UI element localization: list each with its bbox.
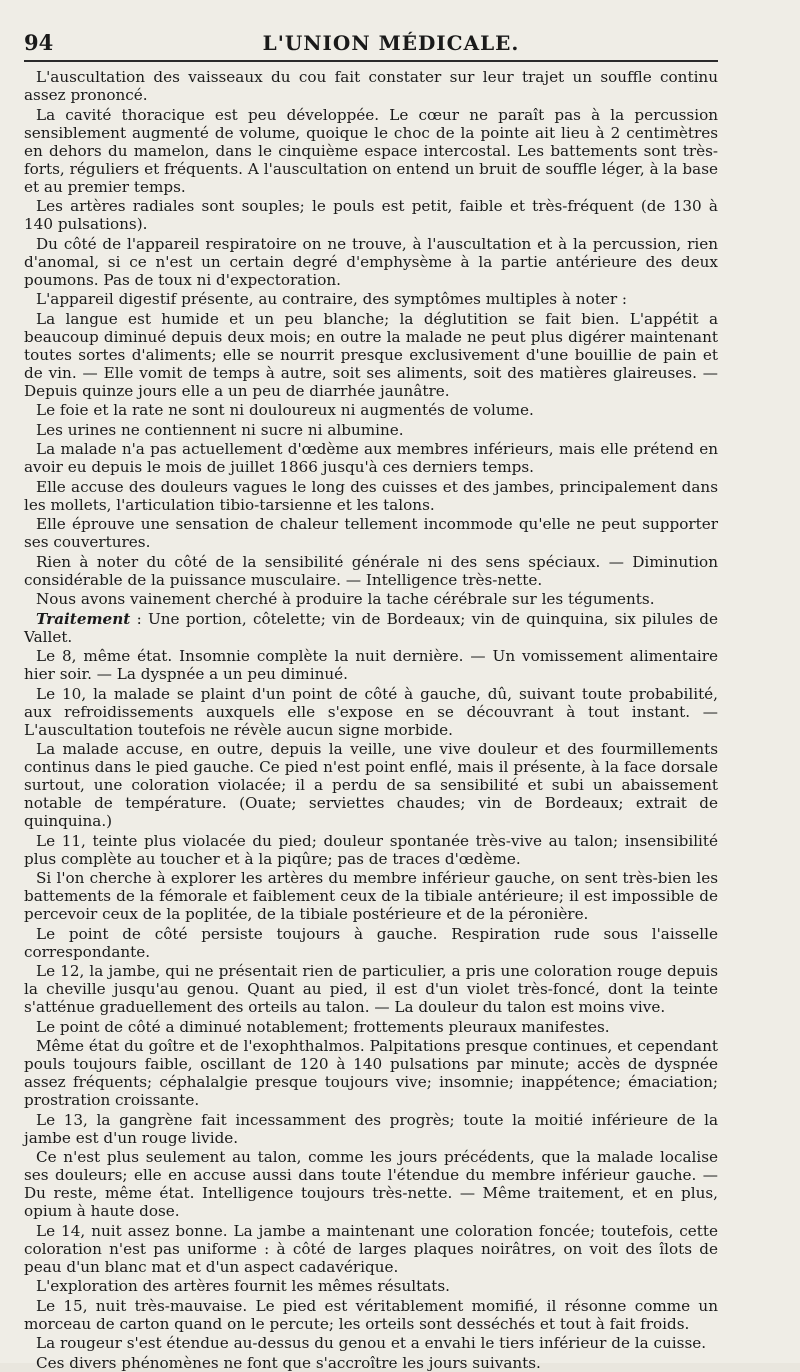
- treatment-text: : Une portion, côtelette; vin de Bordeaux; vin de quinquina, six pilules de Vallet.: [24, 609, 718, 646]
- paragraph: Le point de côté persiste toujours à gauche. Respiration rude sous l'aisselle correspondante.: [24, 924, 718, 961]
- paragraph: Le foie et la rate ne sont ni douloureux ni augmentés de volume.: [36, 401, 534, 419]
- journal-title: L'UNION MÉDICALE.: [262, 31, 520, 55]
- paragraph: Le 10, la malade se plaint d'un point de côté à gauche, dû, suivant toute probabilité, aux refroidissements auxquels elle s'expose en se découvrant à tout instant. — L'auscultation toutefois ne révèle aucun signe morbide.: [24, 684, 718, 739]
- paragraph: Le 14, nuit assez bonne. La jambe a maintenant une coloration foncée; toutefois, cette coloration n'est pas uniforme : à côté de larges plaques noirâtres, on voit des îlots de peau d'un blanc mat et d'un aspect cadavérique.: [24, 1221, 718, 1276]
- paragraph: Ces divers phénomènes ne font que s'accroître les jours suivants.: [36, 1353, 541, 1372]
- paragraph: Nous avons vainement cherché à produire la tache cérébrale sur les téguments.: [36, 590, 655, 608]
- paragraph: La rougeur s'est étendue au-dessus du genou et a envahi le tiers inférieur de la cuisse.: [36, 1334, 707, 1352]
- paragraph: L'appareil digestif présente, au contraire, des symptômes multiples à noter :: [36, 290, 628, 308]
- paragraph: Le 12, la jambe, qui ne présentait rien de particulier, a pris une coloration rouge depuis la cheville jusqu'au genou. Quant au pied, il est d'un violet très-foncé, dont la teinte s'atténue graduellement des orteils au talon. — La douleur du talon est moins vive.: [24, 962, 718, 1016]
- treatment-paragraph: [24, 610, 718, 646]
- body-text: [24, 68, 718, 1372]
- paragraph: Le 11, teinte plus violacée du pied; douleur spontanée très-vive au talon; insensibilité plus complète au toucher et à la piqûre; pas de traces d'œdème.: [24, 831, 718, 868]
- paragraph: Le 8, même état. Insomnie complète la nuit dernière. — Un vomissement alimentaire hier soir. — La dyspnée a un peu diminué.: [24, 647, 718, 683]
- treatment-label: Traitement: [36, 609, 131, 628]
- paragraph: Rien à noter du côté de la sensibilité générale ni des sens spéciaux. — Diminution considérable de la puissance musculaire. — Intelligence très-nette.: [24, 552, 718, 589]
- page-number: 94: [24, 30, 54, 55]
- paragraph: Le 13, la gangrène fait incessamment des progrès; toute la moitié inférieure de la jambe est d'un rouge livide.: [24, 1110, 718, 1147]
- paragraph: Elle accuse des douleurs vagues le long des cuisses et des jambes, principalement dans les mollets, l'articulation tibio-tarsienne et les talons.: [24, 477, 718, 514]
- paragraph: Si l'on cherche à explorer les artères du membre inférieur gauche, on sent très-bien les battements de la fémorale et faiblement ceux de la tibiale antérieure; il est impossible de percevoir ceux de la poplitée, de la tibiale postérieure et de la péronière.: [24, 869, 718, 923]
- paragraph: La langue est humide et un peu blanche; la déglutition se fait bien. L'appétit a beaucoup diminué depuis deux mois; en outre la malade ne peut plus digérer maintenant toutes sortes d'aliments; elle se nourrit presque exclusivement d'une bouillie de pain et de vin. — Elle vomit de temps à autre, soit ses aliments, soit des matières glaireuses. — Depuis quinze jours elle a un peu de diarrhée jaunâtre.: [24, 309, 718, 400]
- paragraph: Les artères radiales sont souples; le pouls est petit, faible et très-fréquent (de 130 à 140 pulsations).: [24, 197, 718, 233]
- paragraph: L'auscultation des vaisseaux du cou fait constater sur leur trajet un souffle continu assez prononcé.: [24, 68, 718, 104]
- paragraph: Le point de côté a diminué notablement; frottements pleuraux manifestes.: [36, 1017, 610, 1036]
- paragraph: L'exploration des artères fournit les mêmes résultats.: [36, 1277, 450, 1295]
- paragraph: La malade accuse, en outre, depuis la veille, une vive douleur et des fourmillements continus dans le pied gauche. Ce pied n'est point enflé, mais il présente, à la face dorsale surtout, une coloration violacée; il a perdu de sa sensibilité et subi un abaissement notable de température. (Ouate; serviettes chaudes; vin de Bordeaux; extrait de quinquina.): [24, 740, 718, 830]
- running-header: [24, 30, 718, 62]
- paragraph: Elle éprouve une sensation de chaleur tellement incommode qu'elle ne peut supporter ses couvertures.: [24, 515, 718, 551]
- paragraph: La malade n'a pas actuellement d'œdème aux membres inférieurs, mais elle prétend en avoir eu depuis le mois de juillet 1866 jusqu'à ces derniers temps.: [24, 440, 718, 476]
- paragraph: Même état du goître et de l'exophthalmos. Palpitations presque continues, et cependant pouls toujours faible, oscillant de 120 à 140 pulsations par minute; accès de dyspnée assez fréquents; céphalalgie presque toujours vive; insomnie; inappétence; émaciation; prostration croissante.: [24, 1037, 718, 1109]
- paragraph: Les urines ne contiennent ni sucre ni albumine.: [36, 420, 404, 439]
- paragraph: Le 15, nuit très-mauvaise. Le pied est véritablement momifié, il résonne comme un morceau de carton quand on le percute; les orteils sont desséchés et tout à fait froids.: [24, 1296, 718, 1333]
- paragraph: La cavité thoracique est peu développée. Le cœur ne paraît pas à la percussion sensiblement augmenté de volume, quoique le choc de la pointe ait lieu à 2 centimètres en dehors du mamelon, dans le cinquième espace intercostal. Les battements sont très-forts, réguliers et fréquents. A l'auscultation on entend un bruit de souffle léger, à la base et au premier temps.: [24, 105, 718, 196]
- paragraph: Ce n'est plus seulement au talon, comme les jours précédents, que la malade localise ses douleurs; elle en accuse aussi dans toute l'étendue du membre inférieur gauche. — Du reste, même état. Intelligence toujours très-nette. — Même traitement, et en plus, opium à haute dose.: [24, 1148, 718, 1220]
- paragraph: Du côté de l'appareil respiratoire on ne trouve, à l'auscultation et à la percussion, rien d'anomal, si ce n'est un certain degré d'emphysème à la partie antérieure des deux poumons. Pas de toux ni d'expectoration.: [24, 234, 718, 289]
